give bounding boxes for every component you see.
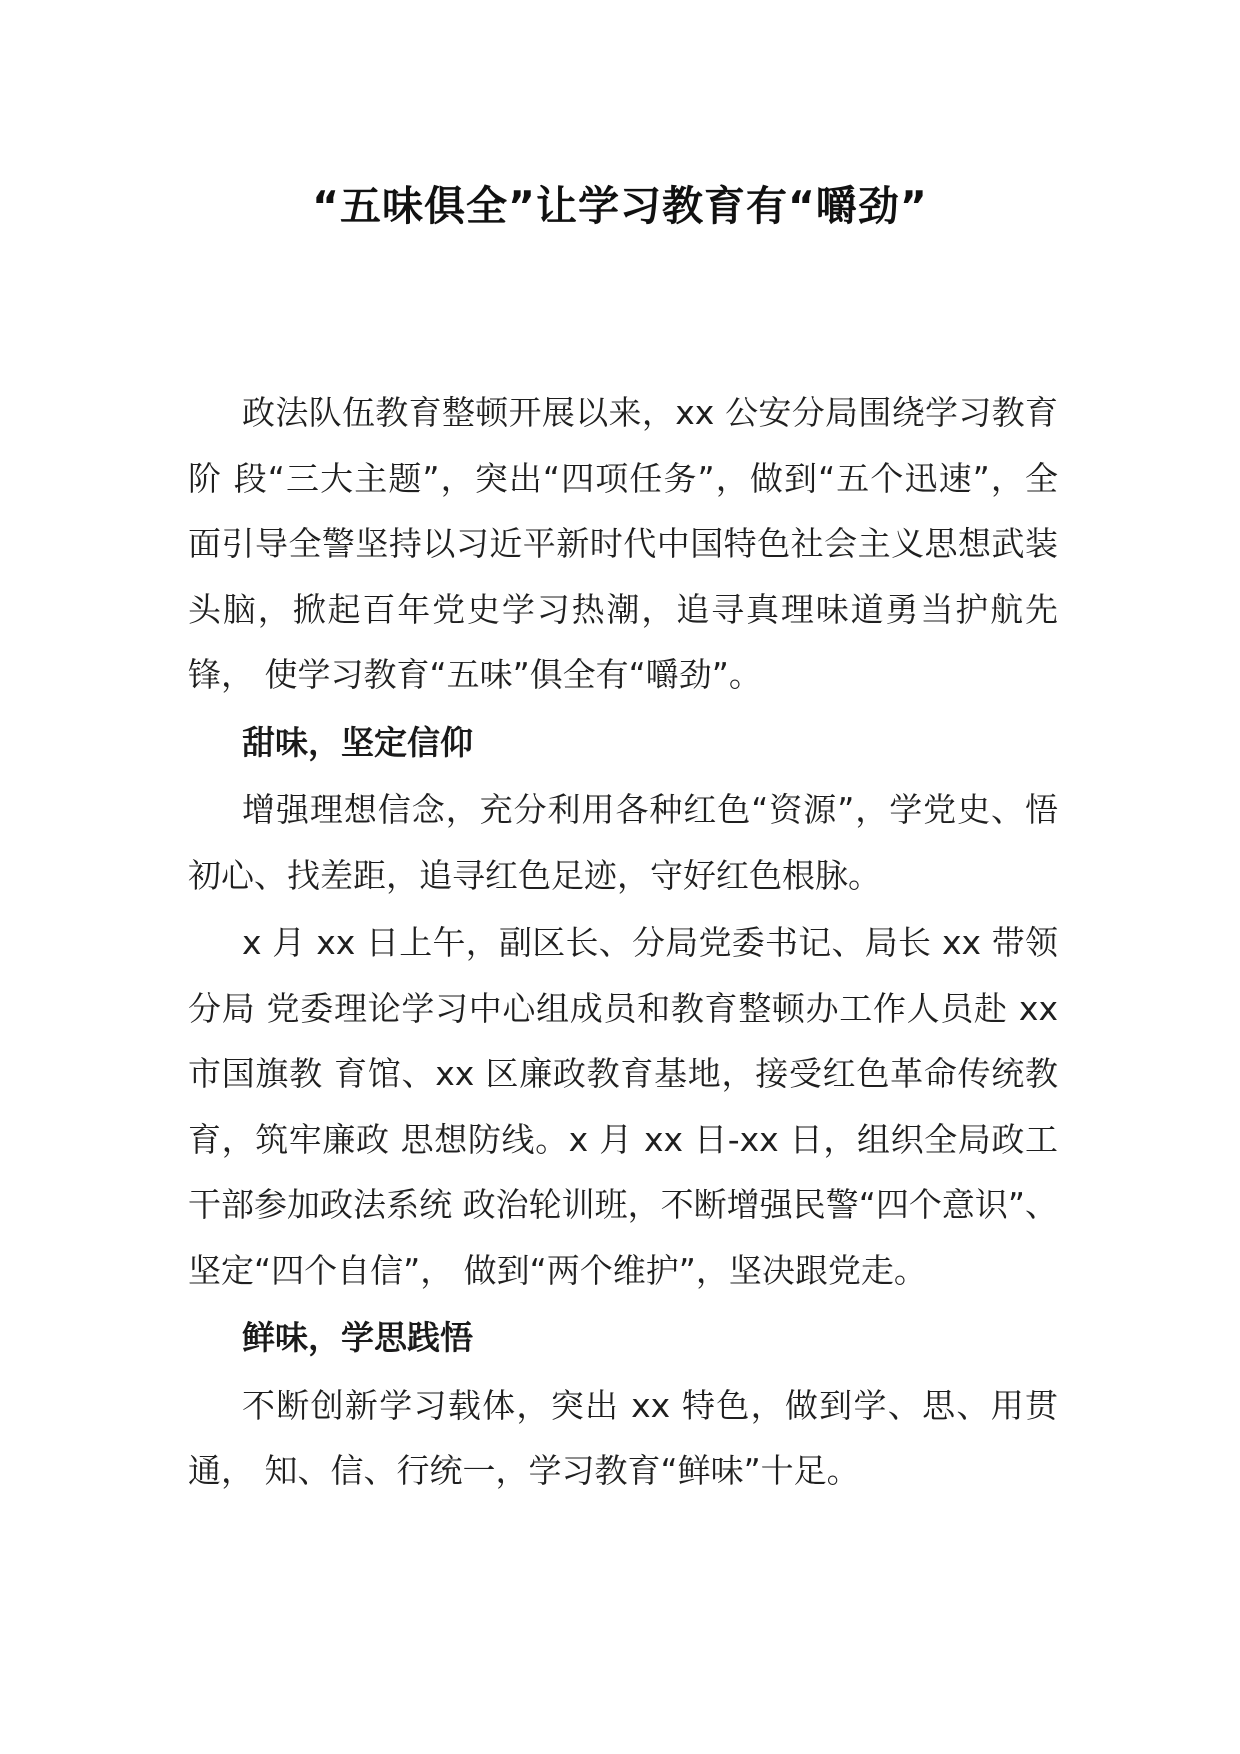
- intro-paragraph: 政法队伍教育整顿开展以来，xx 公安分局围绕学习教育阶 段“三大主题”，突出“四项任务”，做到“五个迅速”，全 面引导全警坚持以习近平新时代中国特色社会主义思想武装头脑，掀起百年党史学习热潮，追寻真理味道勇当护航先锋， 使学习教育“五味”俱全有“嚼劲”。: [188, 393, 1058, 694]
- fresh-paragraph-1: 不断创新学习载体，突出 xx 特色，做到学、思、用贯通， 知、信、行统一，学习教育“鲜味”十足。: [188, 1385, 1058, 1490]
- section-heading-sweet: 甜味，坚定信仰: [242, 722, 473, 762]
- sweet-paragraph-1: 增强理想信念，充分利用各种红色“资源”，学党史、悟 初心、找差距，追寻红色足迹，守好红色根脉。: [188, 790, 1058, 895]
- document-title: “五味俱全”让学习教育有“嚼劲”: [312, 182, 928, 230]
- sweet-paragraph-2: x 月 xx 日上午，副区长、分局党委书记、局长 xx 带领分局 党委理论学习中心组成员和教育整顿办工作人员赴 xx 市国旗教 育馆、xx 区廉政教育基地，接受红色革命传统教育，筑牢廉政 思想防线。x 月 xx 日-xx 日，组织全局政工干部参加政法系统 政治轮训班，不断增强民警“四个意识”、坚定“四个自信”， 做到“两个维护”，坚决跟党走。: [188, 923, 1058, 1290]
- document-body: [188, 380, 1058, 1506]
- section-heading-fresh: 鲜味，学思践悟: [242, 1318, 473, 1357]
